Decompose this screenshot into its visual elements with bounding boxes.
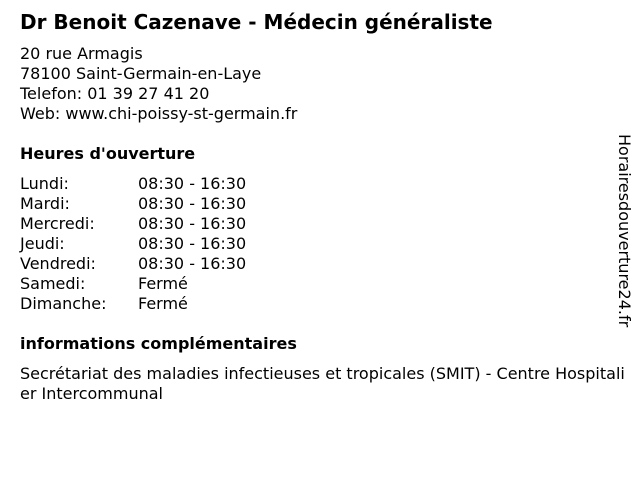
site-watermark — [612, 134, 636, 344]
hours-thursday: 08:30 - 16:30 — [138, 234, 247, 253]
additional-info-text: Secrétariat des maladies infectieuses et tropicales (SMIT) - Centre Hospitalier Intercommunal — [20, 364, 625, 403]
address-street: 20 rue Armagis — [20, 44, 143, 63]
hours-tuesday: 08:30 - 16:30 — [138, 194, 247, 213]
day-wednesday: Mercredi: — [20, 214, 95, 233]
day-sunday: Dimanche: — [20, 294, 107, 313]
hours-sunday: Fermé — [138, 294, 188, 313]
watermark-text: Horairesdouverture24.fr — [615, 134, 634, 328]
day-friday: Vendredi: — [20, 254, 96, 273]
opening-hours-heading: Heures d'ouverture — [20, 144, 196, 163]
hours-saturday: Fermé — [138, 274, 188, 293]
hours-friday: 08:30 - 16:30 — [138, 254, 247, 273]
day-monday: Lundi: — [20, 174, 69, 193]
day-saturday: Samedi: — [20, 274, 86, 293]
hours-monday: 08:30 - 16:30 — [138, 174, 247, 193]
address-city: 78100 Saint-Germain-en-Laye — [20, 64, 262, 83]
hours-wednesday: 08:30 - 16:30 — [138, 214, 247, 233]
day-tuesday: Mardi: — [20, 194, 70, 213]
day-thursday: Jeudi: — [20, 234, 65, 253]
additional-info-heading: informations complémentaires — [20, 334, 297, 353]
phone-number[interactable]: Telefon: 01 39 27 41 20 — [20, 84, 210, 103]
website-link[interactable]: Web: www.chi-poissy-st-germain.fr — [20, 104, 298, 123]
page-title: Dr Benoit Cazenave - Médecin généraliste — [20, 10, 493, 34]
